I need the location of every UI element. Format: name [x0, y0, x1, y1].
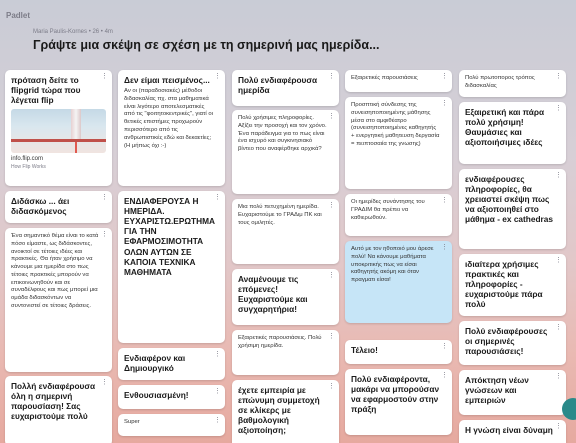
- post-card[interactable]: [459, 70, 566, 97]
- post-card[interactable]: [459, 254, 566, 316]
- post-body: Πολύ πρωτοπορος τρόπος διδασκαλίας: [465, 75, 535, 89]
- more-options-icon[interactable]: ⋮: [555, 105, 562, 112]
- post-title: Πολύ ενδιαφέροντα, μακάρι να μπορούσαν να εφαρμοστούν στην πράξη: [351, 374, 440, 415]
- post-card[interactable]: [345, 340, 452, 364]
- more-options-icon[interactable]: ⋮: [441, 343, 448, 350]
- padlet-logo: Padlet: [6, 11, 31, 20]
- post-card[interactable]: [5, 376, 112, 443]
- post-body: Μια πολύ πετυχημένη ημερίδα. Ευχαριστούμε το ΓΡΑΔιμ ΠΚ και τους ομιλητές.: [238, 204, 322, 226]
- more-options-icon[interactable]: ⋮: [328, 73, 335, 80]
- more-options-icon[interactable]: ⋮: [328, 383, 335, 390]
- post-card[interactable]: [459, 102, 566, 164]
- post-card[interactable]: [345, 70, 452, 92]
- more-options-icon[interactable]: ⋮: [101, 231, 108, 238]
- more-options-icon[interactable]: ⋮: [214, 351, 221, 358]
- post-card[interactable]: [232, 269, 339, 325]
- link-preview-image[interactable]: [11, 109, 106, 153]
- more-options-icon[interactable]: ⋮: [555, 324, 562, 331]
- more-options-icon[interactable]: ⋮: [101, 379, 108, 386]
- more-options-icon[interactable]: ⋮: [214, 388, 221, 395]
- more-options-icon[interactable]: ⋮: [328, 113, 335, 120]
- post-title: Απόκτηση νέων γνώσεων και εμπειριών: [465, 375, 529, 406]
- post-card[interactable]: [118, 385, 225, 409]
- more-options-icon[interactable]: ⋮: [555, 257, 562, 264]
- post-card-highlighted[interactable]: [345, 241, 452, 323]
- post-card[interactable]: [118, 414, 225, 436]
- post-title: Πολύ ενδιαφέρουσες οι σημερινές παρουσιάσεις!: [465, 326, 548, 357]
- post-card[interactable]: [5, 70, 112, 186]
- post-card[interactable]: [459, 420, 566, 443]
- page-title: Γράψτε μια σκέψη σε σχέση με τη σημερινή μας ημερίδα...: [33, 38, 380, 52]
- more-options-icon[interactable]: ⋮: [214, 73, 221, 80]
- more-options-icon[interactable]: ⋮: [441, 100, 448, 107]
- post-card[interactable]: [118, 191, 225, 343]
- post-body: Ένα σημαντικό θέμα είναι το κατά πόσο είμαστε, ως διδάσκοντες, ανοικτοί σε τέτοιες ιδέες και πρακτικές. Θα ήταν χρήσιμο να κάνουμε μια ημερίδα στο πως τέτοιες πρακτικές μπορούν να επικοινωνηθούν και σε συναδέλφους και πως μπορεί μια ομάδα διδασκόντων να συντονιστεί σε τέτοιες δράσεις.: [11, 233, 99, 310]
- post-card[interactable]: [459, 321, 566, 365]
- post-card[interactable]: [5, 191, 112, 223]
- more-options-icon[interactable]: ⋮: [555, 172, 562, 179]
- post-card[interactable]: [232, 380, 339, 443]
- more-options-icon[interactable]: ⋮: [555, 73, 562, 80]
- post-body: Αυτό με τον ηθοποιό μου άρεσε πολύ! Να κάνουμε μαθήματα υποκριτικής πως να είσαι καθηγητής ακόμη και όταν πραγματι είσαι!: [351, 246, 434, 284]
- post-card[interactable]: [459, 169, 566, 249]
- add-post-icon[interactable]: [562, 398, 576, 420]
- post-body: Προσπτική σύνδεσης της συνεισηποποιημένης μάθησης μέσα στο αμφιθέατρο (συνεισηποποιημένες καθηγητής + ενεργητική μαθητευση δεργασία = πειπτοσαιία της γνωσης): [351, 102, 440, 147]
- post-title: Ενδιαφέρον και Δημιουργικό: [124, 353, 186, 374]
- post-card[interactable]: [345, 97, 452, 189]
- post-card[interactable]: [232, 330, 339, 375]
- more-options-icon[interactable]: ⋮: [101, 73, 108, 80]
- post-card[interactable]: [232, 70, 339, 106]
- post-card[interactable]: [232, 110, 339, 194]
- post-title: ιδιαίτερα χρήσιμες πρακτικές και πληροφορίες - ευχαριστούμε πάρα πολύ: [465, 259, 543, 310]
- post-title: Τέλειο!: [351, 345, 378, 355]
- post-title: Δεν είμαι πεισμένος...: [124, 75, 210, 85]
- post-body: Super: [124, 419, 140, 425]
- post-body: Αν οι (παραδοσιακές) μέθοδοι διδασκαλίας πχ. στα μαθηματικά είναι λιγότερο αποτελεσματικές από τις "φοιτητοκεντρικές", γιατί οι θετικές επιστήμες προχωρούν περισσότερο από τις ανθρωπιστικές εδώ και δεκαετίες; (Η μήπως όχι :-): [124, 88, 213, 149]
- post-title: Εξαιρετική και πάρα πολύ χρήσιμη! Θαυμάσιες και αξιοποιήσιμες ιδέες: [465, 107, 545, 148]
- post-body: Εξαιρετικές παρουσιάσεις. Πολύ χρήσιμη ημερίδα.: [238, 335, 322, 349]
- post-title: ενδιαφέρουσες πληροφορίες, θα χρειαστεί σκέψη πως να αξιοποιηθεί στο μάθημα - ex cathedras: [465, 174, 554, 225]
- more-options-icon[interactable]: ⋮: [328, 272, 335, 279]
- more-options-icon[interactable]: ⋮: [555, 373, 562, 380]
- post-title: Αναμένουμε τις επόμενες! Ευχαριστούμε και συγχαρητήρια!: [238, 274, 308, 315]
- more-options-icon[interactable]: ⋮: [328, 333, 335, 340]
- post-card[interactable]: [5, 228, 112, 372]
- more-options-icon[interactable]: ⋮: [214, 417, 221, 424]
- app-logo[interactable]: [6, 5, 31, 20]
- board-author: Maria Paulis-Kornes • 26 • 4m: [33, 29, 113, 35]
- post-body: Εξαιρετικές παρουσιάσεις: [351, 75, 418, 81]
- post-card[interactable]: [345, 194, 452, 236]
- more-options-icon[interactable]: ⋮: [555, 423, 562, 430]
- post-body: Οι ημερίδες συνάντησης του ΓΡΑΔΙΜ θα πρέπει να καθιερωθούν.: [351, 199, 425, 221]
- post-title: Διδάσκω ... άει διδασκόμενος: [11, 196, 70, 217]
- more-options-icon[interactable]: ⋮: [214, 194, 221, 201]
- post-title: Πολύ ενδιαφέρουσα ημερίδα: [238, 75, 318, 96]
- link-subtitle: How Flip Works: [11, 164, 46, 171]
- more-options-icon[interactable]: ⋮: [441, 73, 448, 80]
- post-title: Πολλή ενδιαφέρουσα όλη η σημερινή παρουσίαση! Σας ευχαριστούμε πολύ: [11, 381, 96, 422]
- post-card[interactable]: [459, 370, 566, 415]
- post-title: έχετε εμπειρία με επώνυμη συμμετοχή σε κλίκερς με βαθμολογική αξιοποίηση;: [238, 385, 320, 436]
- more-options-icon[interactable]: ⋮: [441, 372, 448, 379]
- more-options-icon[interactable]: ⋮: [328, 202, 335, 209]
- post-card[interactable]: [232, 199, 339, 264]
- more-options-icon[interactable]: ⋮: [441, 197, 448, 204]
- post-card[interactable]: [118, 348, 225, 380]
- post-card[interactable]: [118, 70, 225, 186]
- post-title: ΕΝΔΙΑΦΕΡΟΥΣΑ Η ΗΜΕΡΙΔΑ. ΕΥΧΑΡΙΣΤΩ.ΕΡΩΤΗΜΑ ΓΙΑ ΤΗΝ ΕΦΑΡΜΟΣΙΜΟΤΗΤΑ ΟΛΩΝ ΑΥΤΩΝ ΣΕ ΚΑΠΟΙΑ ΤΕΧΝΙΚΑ ΜΑΘΗΜΑΤΑ: [124, 196, 215, 277]
- post-body: Πολύ χρήσιμες πληροφορίες. Αξίζει την προσοχή και τον χρόνο. Ένα παράδειγμα για το πως είναι ένα ισχυρό και συγκινησιακό βίντεο που αναφέρθηκε αρχικά?: [238, 115, 327, 153]
- link-site[interactable]: info.flip.com: [11, 156, 44, 163]
- post-card[interactable]: [345, 369, 452, 435]
- more-options-icon[interactable]: ⋮: [441, 244, 448, 251]
- post-title: Η γνώση είναι δύναμη: [465, 425, 553, 435]
- more-options-icon[interactable]: ⋮: [101, 194, 108, 201]
- post-title: πρόταση δείτε το flipgrid τώρα που λέγεται flip: [11, 75, 81, 106]
- post-title: Ενθουσιασμένη!: [124, 390, 189, 400]
